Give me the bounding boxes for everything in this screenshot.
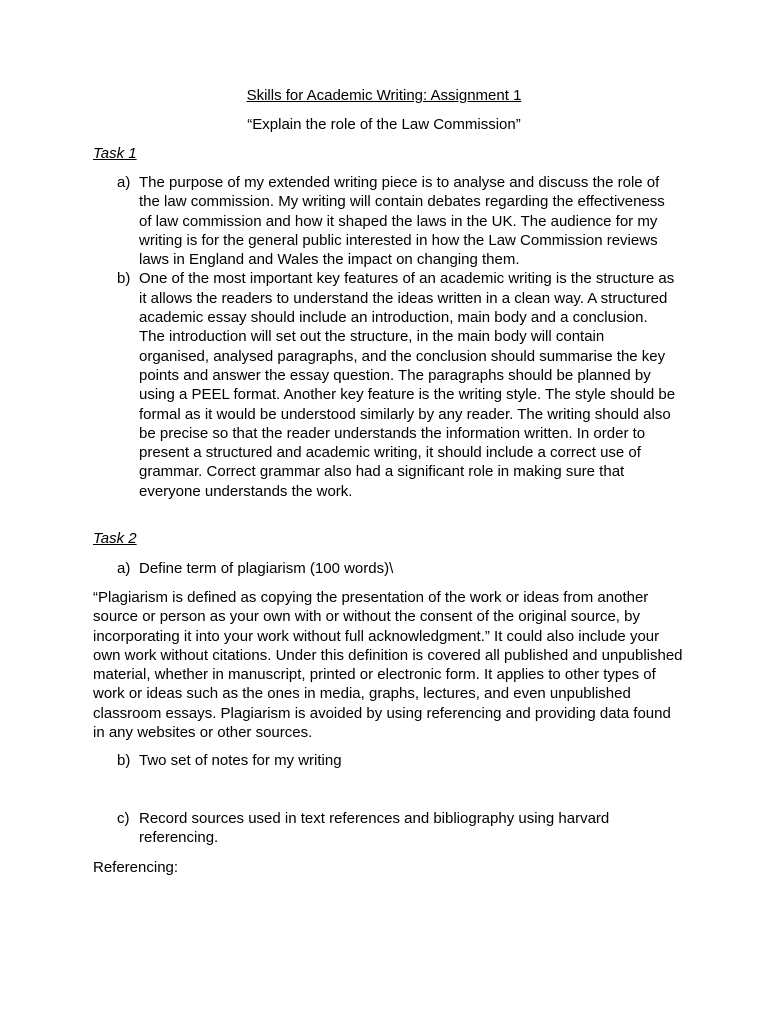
list-item: [117, 809, 657, 848]
list-item: [117, 751, 677, 770]
task2-list-b: [117, 751, 677, 770]
list-item-text: Two set of notes for my writing: [139, 752, 342, 769]
list-item-text: Record sources used in text references and bibliography using harvard referencing.: [139, 810, 610, 847]
task2-heading: Task 2: [93, 530, 137, 547]
list-item: [117, 269, 677, 501]
document-subtitle: “Explain the role of the Law Commission”: [247, 116, 521, 133]
task2-list-c: [117, 809, 657, 848]
list-marker: b): [117, 270, 131, 288]
document-title: Skills for Academic Writing: Assignment 1: [246, 87, 522, 104]
list-item: [117, 559, 677, 578]
list-marker: a): [117, 560, 131, 577]
list-item: [117, 173, 677, 269]
list-item-text: Define term of plagiarism (100 words)\: [139, 560, 394, 577]
task1-list: [117, 173, 677, 501]
list-marker: a): [117, 174, 131, 191]
list-item-text: One of the most important key features of an academic writing is the structure as it allows the readers to understand the ideas written in a clean way. A structured academic essay should include an introduction, main body and a conclusion. The introduction will set out the structure, in the main body will contain organised, analysed paragraphs, and the conclusion should summarise the key points and answer the essay question. The paragraphs should be planned by using a PEEL format. Another key feature is the writing style. The style should be formal as it would be understood similarly by any reader. The writing should also be precise so that the reader understands the information written. In order to present a structured and academic writing, it should include a correct use of grammar. Correct grammar also had a significant role in making sure that everyone understands the work.: [139, 270, 676, 500]
list-marker: c): [117, 810, 130, 827]
plagiarism-definition-paragraph: “Plagiarism is defined as copying the presentation of the work or ideas from another source or person as your own with or without the consent of the original source, by incorporating it into your work without full acknowledgment.” It could also include your own work without citations. Under this definition is covered all published and unpublished material, whether in manuscript, printed or electronic form. It applies to other types of work or ideas such as the ones in media, graphs, lectures, and even unpublished classroom essays. Plagiarism is avoided by using referencing and providing data found in any websites or other sources.: [93, 589, 683, 742]
task2-list-a: [117, 559, 677, 578]
list-item-text: The purpose of my extended writing piece is to analyse and discuss the role of the law commission. My writing will contain debates regarding the effectiveness of law commission and how it shaped the laws in the UK. The audience for my writing is for the general public interested in how the Law Commission reviews laws in England and Wales the impact on changing them.: [139, 174, 665, 269]
list-marker: b): [117, 752, 131, 769]
task1-heading: Task 1: [93, 145, 137, 162]
referencing-label: Referencing:: [93, 859, 179, 876]
